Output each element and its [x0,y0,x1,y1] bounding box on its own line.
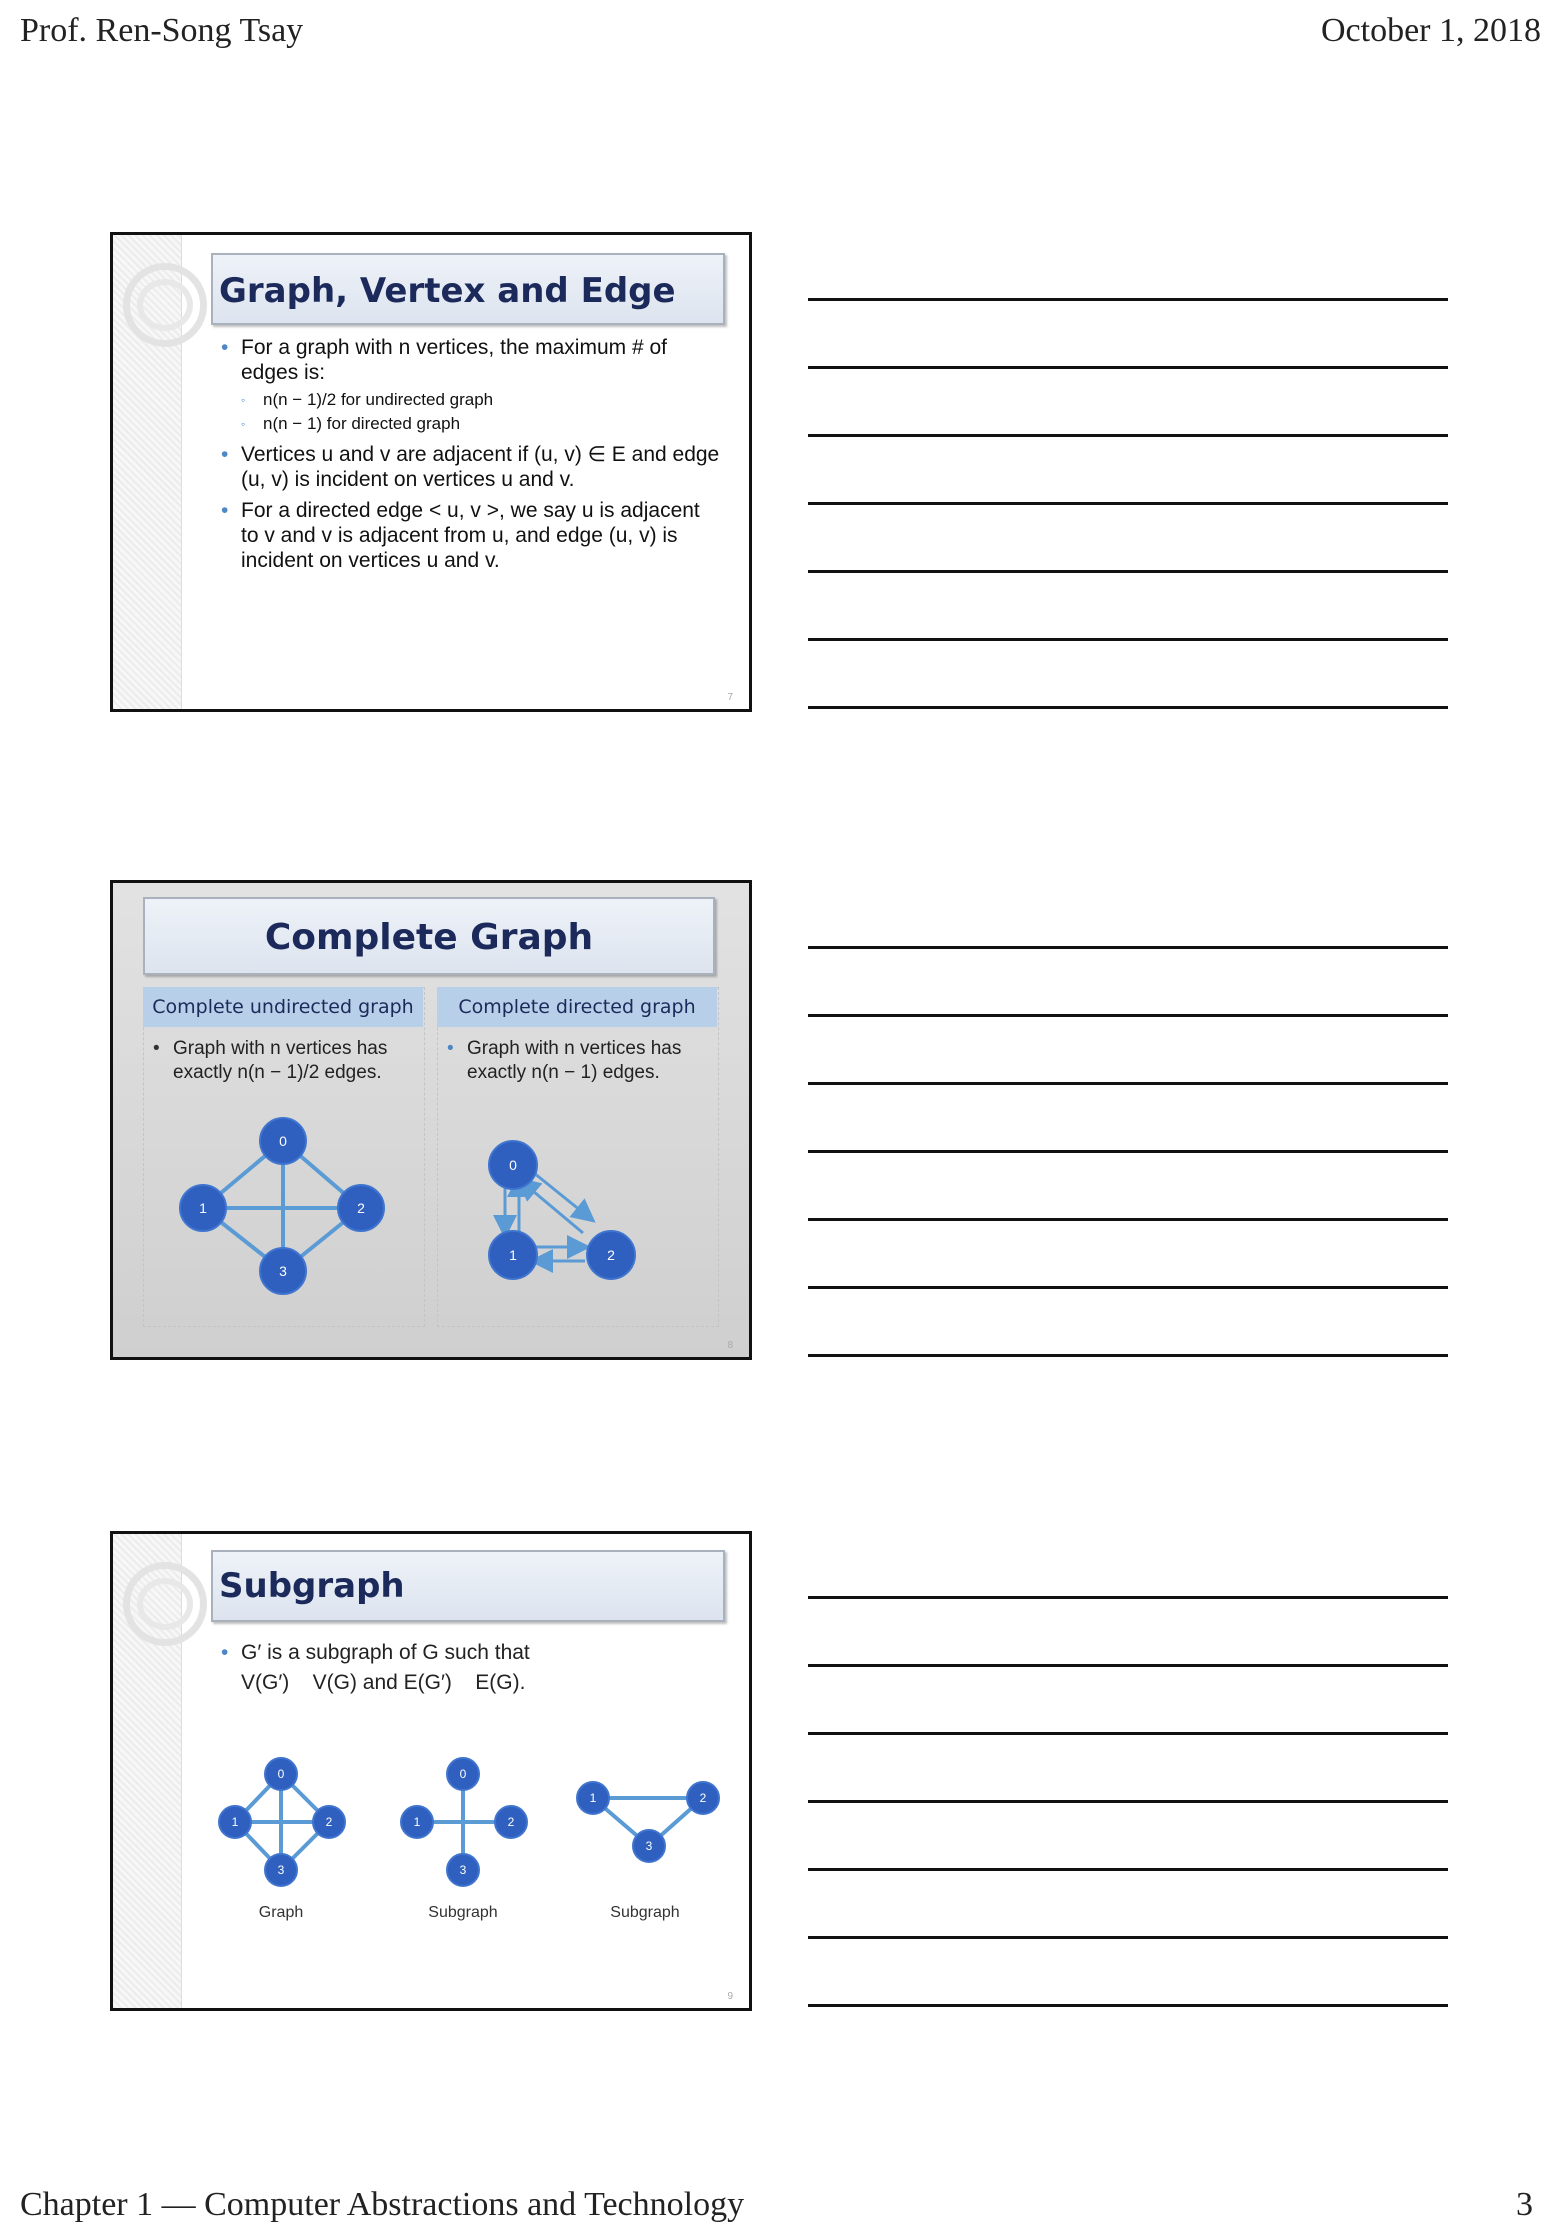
bullet-dot: • [221,499,229,522]
header-author: Prof. Ren-Song Tsay [20,12,304,49]
bullet-dot: • [221,336,229,359]
slide-title [211,1550,725,1622]
note-line [808,1354,1448,1357]
slide-title-text: Subgraph [219,1566,405,1606]
subgraph-diagram-2 [563,1754,733,1874]
panel-undirected-bullet [153,1037,423,1085]
bullet-subgraph-definition [221,1638,701,1698]
panel-undirected-header [143,987,423,1027]
note-line [808,1868,1448,1871]
bullet-dot: • [447,1038,454,1059]
bullet-max-edges [221,335,721,385]
graph-diagram [211,1754,361,1894]
note-line [808,434,1448,437]
footer-chapter: Chapter 1 — Computer Abstractions and Technology [20,2186,745,2223]
note-line [808,1014,1448,1017]
slide-number: 9 [727,1991,733,2002]
slide-title-text: Graph, Vertex and Edge [219,271,676,311]
panel-undirected-header-text: Complete undirected graph [152,996,414,1018]
node-label: 1 [413,1815,421,1829]
bullet-subgraph-line2: V(G′) V(G) and E(G′) E(G). [241,1671,526,1694]
node-label: 1 [199,1200,207,1216]
node-label: 3 [459,1863,467,1877]
node-label: 2 [507,1815,515,1829]
bullet-directed-edge-text: For a directed edge < u, v >, we say u is adjacent to v and v is adjacent from u, and edge (u, v) is incident on vertices u and v. [241,499,700,572]
bullet-dot: • [153,1038,160,1059]
slide-title [143,897,715,975]
node-label: 1 [589,1791,597,1805]
slide-number: 8 [727,1340,733,1351]
header-date: October 1, 2018 [1320,12,1541,49]
panel-undirected-text: Graph with n vertices has exactly n(n − 1)/2 edges. [173,1038,388,1083]
node-label: 2 [357,1200,365,1216]
node-label: 3 [645,1839,653,1853]
node-label: 2 [699,1791,707,1805]
note-line [808,1286,1448,1289]
slide-number: 7 [727,692,733,703]
sub-bullet-dot: ◦ [241,393,246,407]
panel-directed-bullet [447,1037,707,1085]
bullet-list [221,335,721,573]
note-line [808,502,1448,505]
panel-directed-text: Graph with n vertices has exactly n(n − 1) edges. [467,1038,682,1083]
node-label: 3 [279,1263,287,1279]
bullet-dot: • [221,1641,229,1664]
note-line [808,1596,1448,1599]
bullet-adjacent-text: Vertices u and v are adjacent if (u, v) ∈ E and edge (u, v) is incident on vertices u and v. [241,443,720,491]
bullet-max-edges-text: For a graph with n vertices, the maximum # of edges is: [241,336,667,384]
slide-logo-decoration-inner [137,279,193,331]
note-line [808,1150,1448,1153]
node-label: 0 [277,1767,285,1781]
note-line [808,570,1448,573]
bullet-subgraph-line1: G′ is a subgraph of G such that [241,1641,530,1664]
note-line [808,366,1448,369]
note-line [808,1936,1448,1939]
sub-bullet-directed [221,412,721,436]
slide-complete-graph [110,880,752,1360]
footer-page-number: 3 [1516,2186,1533,2223]
note-line [808,1800,1448,1803]
panel-directed-header [437,987,717,1027]
node-label: 0 [279,1133,287,1149]
node-label: 0 [459,1767,467,1781]
sub-bullet-undirected-text: n(n − 1)/2 for undirected graph [263,390,494,409]
slide-title-text: Complete Graph [264,917,594,958]
slide-subgraph [110,1531,752,2011]
note-line [808,706,1448,709]
node-label: 1 [231,1815,239,1829]
caption-subgraph-2: Subgraph [610,1904,680,1921]
slide-title [211,253,725,325]
slide-logo-decoration-inner [137,1578,193,1630]
node-label: 2 [607,1247,615,1263]
note-line [808,1218,1448,1221]
note-line [808,298,1448,301]
sub-bullet-undirected [221,388,721,412]
complete-directed-graph-diagram [463,1133,693,1303]
bullet-adjacent [221,442,721,492]
slide-graph-vertex-edge [110,232,752,712]
bullet-directed-edge [221,498,721,573]
complete-undirected-graph-diagram [163,1113,403,1313]
caption-subgraph-1: Subgraph [428,1904,498,1921]
note-line [808,946,1448,949]
sub-bullet-dot: ◦ [241,417,246,431]
note-line [808,638,1448,641]
panel-directed-header-text: Complete directed graph [458,996,696,1018]
note-line [808,1082,1448,1085]
note-line [808,1664,1448,1667]
bullet-dot: • [221,443,229,466]
node-label: 1 [509,1247,517,1263]
node-label: 2 [325,1815,333,1829]
node-label: 3 [277,1863,285,1877]
node-label: 0 [509,1157,517,1173]
caption-graph: Graph [258,1904,304,1921]
sub-bullet-directed-text: n(n − 1) for directed graph [263,414,461,433]
note-line [808,1732,1448,1735]
note-line [808,2004,1448,2007]
subgraph-diagram-1 [393,1754,543,1894]
